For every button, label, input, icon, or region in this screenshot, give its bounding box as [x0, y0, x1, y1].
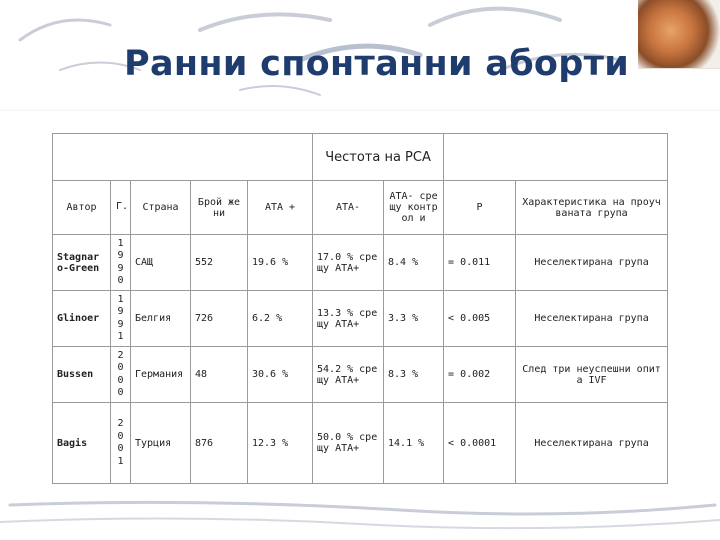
cell-year: 1990: [111, 235, 131, 291]
cell-year: 1991: [111, 291, 131, 347]
cell-women: 726: [191, 291, 248, 347]
cell-country: Турция: [131, 403, 191, 484]
cell-author: Stagnar o-Green: [53, 235, 111, 291]
cell-women: 48: [191, 347, 248, 403]
group-header-row: [53, 134, 668, 181]
cell-p: = 0.011: [444, 235, 516, 291]
cell-ata-positive: 6.2 %: [248, 291, 313, 347]
header-ata-positive: АТА +: [248, 181, 313, 235]
embryo-photo: [638, 0, 720, 69]
header-p: P: [444, 181, 516, 235]
frequency-header: Честота на PCA: [313, 134, 444, 181]
header-ata-control: АТА- срещу контрол и: [384, 181, 444, 235]
slide-title: Ранни спонтанни аборти: [124, 44, 630, 84]
data-table: [52, 133, 667, 483]
cell-women: 876: [191, 403, 248, 484]
header-ata-negative: АТА-: [313, 181, 384, 235]
cell-country: Германия: [131, 347, 191, 403]
cell-ata-positive: 30.6 %: [248, 347, 313, 403]
header-year: Г.: [111, 181, 131, 235]
cell-ata-positive: 12.3 %: [248, 403, 313, 484]
table-row: [53, 291, 668, 347]
cell-ata-control: 14.1 %: [384, 403, 444, 484]
cell-ata-negative: 13.3 % срещу АТА+: [313, 291, 384, 347]
column-header-row: [53, 181, 668, 235]
table-row: [53, 235, 668, 291]
cell-characteristic: Неселектирана група: [516, 291, 668, 347]
cell-year: 2000: [111, 347, 131, 403]
cell-ata-control: 3.3 %: [384, 291, 444, 347]
cell-ata-control: 8.3 %: [384, 347, 444, 403]
cell-women: 552: [191, 235, 248, 291]
cell-author: Glinoer: [53, 291, 111, 347]
cell-p: = 0.002: [444, 347, 516, 403]
header-characteristic: Характеристика на проучваната група: [516, 181, 668, 235]
cell-ata-negative: 54.2 % срещу АТА+: [313, 347, 384, 403]
empty-header-cell: [53, 134, 313, 181]
cell-ata-negative: 17.0 % срещу АТА+: [313, 235, 384, 291]
cell-author: Bagis: [53, 403, 111, 484]
cell-characteristic: Неселектирана група: [516, 235, 668, 291]
header-country: Страна: [131, 181, 191, 235]
cell-characteristic: След три неуспешни опита IVF: [516, 347, 668, 403]
cell-ata-control: 8.4 %: [384, 235, 444, 291]
cell-p: < 0.005: [444, 291, 516, 347]
cell-author: Bussen: [53, 347, 111, 403]
cell-ata-negative: 50.0 % срещу АТА+: [313, 403, 384, 484]
cell-p: < 0.0001: [444, 403, 516, 484]
cell-characteristic: Неселектирана група: [516, 403, 668, 484]
cell-country: САЩ: [131, 235, 191, 291]
header-author: Автор: [53, 181, 111, 235]
empty-header-cell: [444, 134, 668, 181]
table-row: [53, 403, 668, 484]
cell-ata-positive: 19.6 %: [248, 235, 313, 291]
cell-year: 2001: [111, 403, 131, 484]
cell-country: Белгия: [131, 291, 191, 347]
header-women: Брой жени: [191, 181, 248, 235]
table-row: [53, 347, 668, 403]
